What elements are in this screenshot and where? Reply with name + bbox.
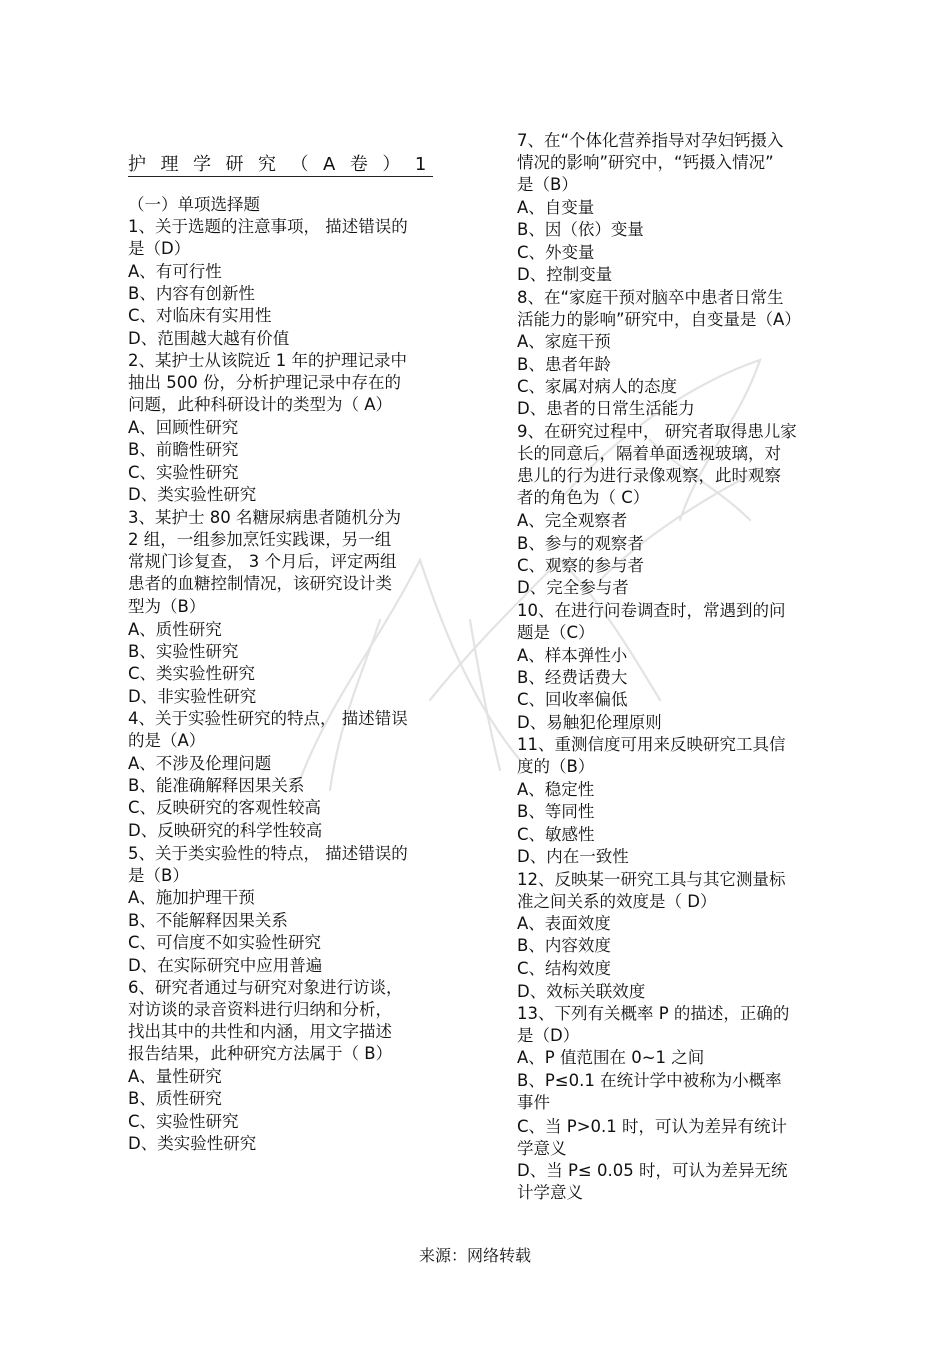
text-line: 2、某护士从该院近 1 年的护理记录中 [128, 351, 407, 370]
text-line: C、对临床有实用性 [128, 306, 272, 325]
text-line: 是（D） [128, 239, 191, 258]
text-line: 活能力的影响”研究中，自变量是（A） [517, 310, 801, 329]
text-line: D、非实验性研究 [128, 687, 257, 706]
text-line: D、内在一致性 [517, 847, 629, 866]
text-line: 常规门诊复查， 3 个月后，评定两组 [128, 552, 397, 571]
text-line: C、类实验性研究 [128, 664, 256, 683]
text-line: B、因（依）变量 [517, 220, 644, 239]
text-line: 1、关于选题的注意事项， 描述错误的 [128, 217, 408, 236]
text-line: 9、在研究过程中， 研究者取得患儿家 [517, 422, 797, 441]
text-line: C、当 P>0.1 时，可认为差异有统计 [517, 1117, 788, 1136]
text-line: 计学意义 [517, 1183, 583, 1202]
text-line: A、质性研究 [128, 620, 222, 639]
text-line: B、经费话费大 [517, 668, 628, 687]
text-line: 度的（B） [517, 757, 595, 776]
text-line: 7、在“个体化营养指导对孕妇钙摄入 [517, 131, 784, 150]
text-line: A、不涉及伦理问题 [128, 754, 272, 773]
source-footer: 来源：网络转载 [418, 1246, 531, 1265]
text-line: D、控制变量 [517, 265, 613, 284]
text-line: 者的角色为（ C） [517, 488, 650, 507]
text-line: 12、反映某一研究工具与其它测量标 [517, 870, 786, 889]
text-line: A、回顾性研究 [128, 418, 239, 437]
text-line: A、完全观察者 [517, 511, 628, 530]
text-line: C、可信度不如实验性研究 [128, 933, 322, 952]
text-line: 对访谈的录音资料进行归纳和分析， [128, 1000, 392, 1019]
text-line: 是（D） [517, 1026, 580, 1045]
text-line: 学意义 [517, 1139, 567, 1158]
text-line: D、完全参与者 [517, 578, 629, 597]
text-line: A、样本弹性小 [517, 646, 628, 665]
text-line: 的是（A） [128, 731, 206, 750]
text-line: B、患者年龄 [517, 355, 611, 374]
text-line: 找出其中的共性和内涵，用文字描述 [128, 1022, 392, 1041]
text-line: D、患者的日常生活能力 [517, 399, 695, 418]
text-line: D、当 P≤ 0.05 时，可认为差异无统 [517, 1161, 788, 1180]
text-line: D、效标关联效度 [517, 982, 646, 1001]
page-title: 护理学研究（A卷）1 [128, 150, 433, 177]
text-line: A、量性研究 [128, 1067, 222, 1086]
text-line: D、范围越大越有价值 [128, 329, 290, 348]
text-line: B、前瞻性研究 [128, 440, 239, 459]
text-line: 8、在“家庭干预对脑卒中患者日常生 [517, 288, 784, 307]
text-line: D、易触犯伦理原则 [517, 713, 662, 732]
text-line: A、稳定性 [517, 780, 595, 799]
text-line: A、有可行性 [128, 262, 222, 281]
text-line: C、外变量 [517, 243, 595, 262]
text-line: 13、下列有关概率 P 的描述，正确的 [517, 1004, 790, 1023]
text-line: 报告结果，此种研究方法属于（ B） [128, 1044, 393, 1063]
text-line: 4、关于实验性研究的特点， 描述错误 [128, 709, 408, 728]
text-line: B、等同性 [517, 802, 595, 821]
text-line: A、表面效度 [517, 914, 611, 933]
text-line: C、敏感性 [517, 825, 595, 844]
text-line: 问题，此种科研设计的类型为（ A） [128, 395, 393, 414]
text-line: C、回收率偏低 [517, 690, 628, 709]
text-line: 患儿的行为进行录像观察，此时观察 [517, 466, 781, 485]
text-line: 情况的影响”研究中，“钙摄入情况” [517, 153, 774, 172]
text-line: B、内容有创新性 [128, 284, 255, 303]
text-line: 患者的血糖控制情况，该研究设计类 [128, 574, 392, 593]
text-line: C、反映研究的客观性较高 [128, 798, 322, 817]
text-line: B、能准确解释因果关系 [128, 776, 305, 795]
text-line: B、参与的观察者 [517, 534, 644, 553]
text-line: 5、关于类实验性的特点， 描述错误的 [128, 844, 408, 863]
text-line: 10、在进行问卷调查时，常遇到的问 [517, 601, 786, 620]
text-line: B、质性研究 [128, 1089, 222, 1108]
text-line: 长的同意后，隔着单面透视玻璃，对 [517, 444, 781, 463]
text-line: C、结构效度 [517, 959, 612, 978]
text-line: 3、某护士 80 名糖尿病患者随机分为 [128, 508, 401, 527]
text-line: 2 组，一组参加烹饪实践课，另一组 [128, 530, 392, 549]
text-line: 6、研究者通过与研究对象进行访谈， [128, 978, 403, 997]
text-line: A、P 值范围在 0~1 之间 [517, 1048, 705, 1067]
text-line: A、施加护理干预 [128, 888, 255, 907]
text-line: C、观察的参与者 [517, 556, 645, 575]
text-line: 抽出 500 份，分析护理记录中存在的 [128, 373, 401, 392]
text-line: 是（B） [128, 866, 189, 885]
text-line: A、自变量 [517, 198, 595, 217]
text-line: B、实验性研究 [128, 642, 239, 661]
text-line: D、类实验性研究 [128, 485, 257, 504]
text-line: 事件 [517, 1093, 550, 1112]
text-line: 是（B） [517, 175, 578, 194]
text-line: 11、重测信度可用来反映研究工具信 [517, 735, 786, 754]
text-line: B、P≤0.1 在统计学中被称为小概率 [517, 1071, 782, 1090]
text-line: D、在实际研究中应用普遍 [128, 956, 323, 975]
text-line: 题是（C） [517, 623, 595, 642]
text-line: C、家属对病人的态度 [517, 377, 678, 396]
section-heading: （一）单项选择题 [128, 195, 260, 214]
text-line: A、家庭干预 [517, 332, 611, 351]
text-line: 准之间关系的效度是（ D） [517, 892, 717, 911]
text-line: B、内容效度 [517, 936, 611, 955]
text-line: 型为（B） [128, 597, 206, 616]
text-line: D、反映研究的科学性较高 [128, 821, 323, 840]
text-line: D、类实验性研究 [128, 1134, 257, 1153]
text-line: C、实验性研究 [128, 463, 239, 482]
text-line: C、实验性研究 [128, 1112, 239, 1131]
text-line: B、不能解释因果关系 [128, 911, 288, 930]
